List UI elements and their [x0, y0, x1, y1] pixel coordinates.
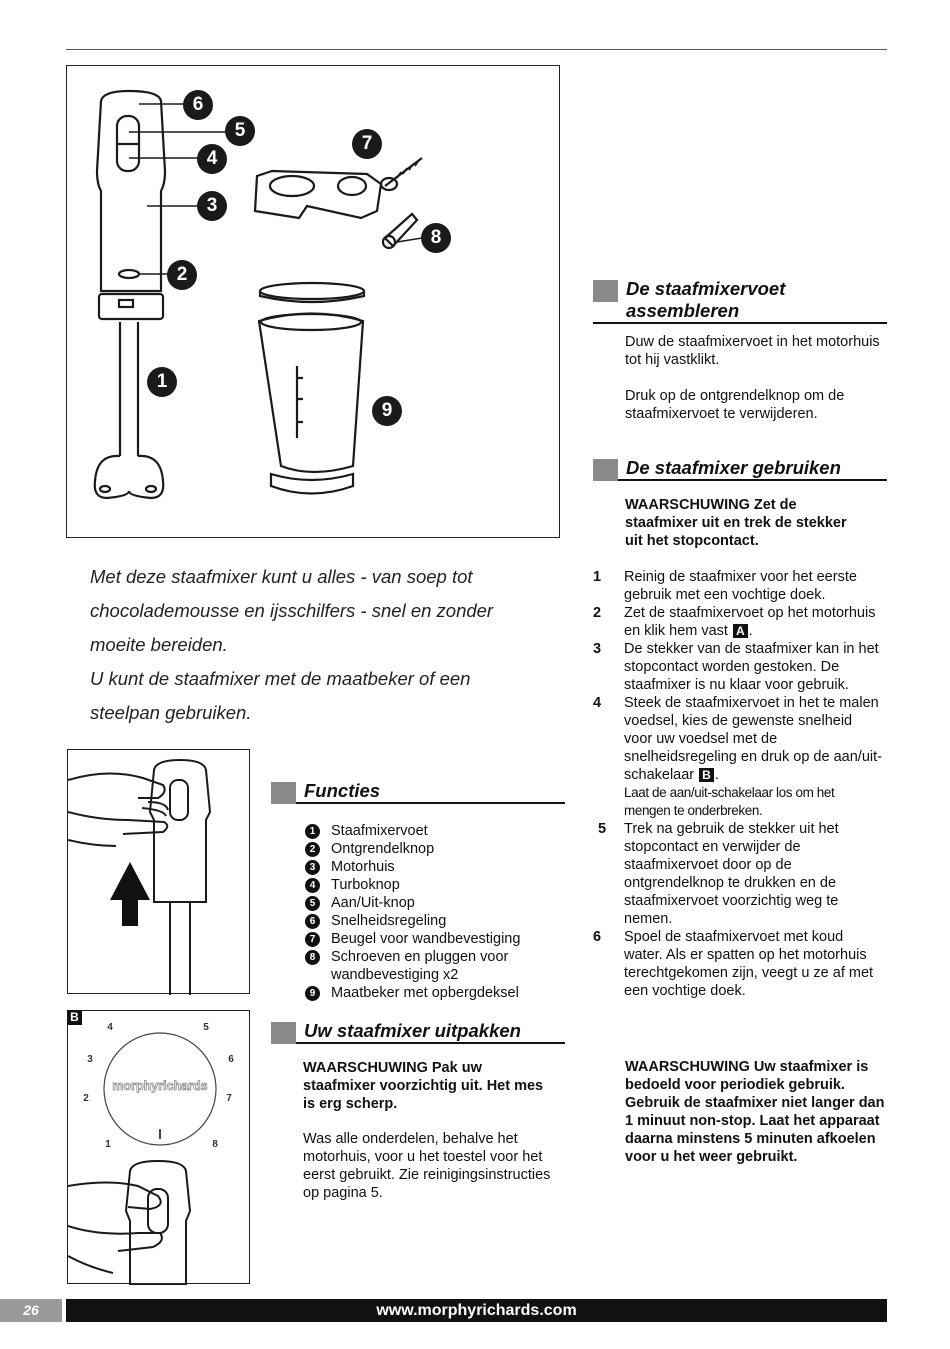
up-arrow	[110, 862, 150, 926]
callout-5: 5	[225, 116, 255, 146]
intro-line: Met deze staafmixer kunt u alles - van soep tot	[90, 566, 473, 587]
list-item: 1 Reinig de staafmixer voor het eerste gebruik met een vochtige doek.	[593, 569, 857, 603]
intro-text	[90, 560, 560, 730]
section-marker	[593, 459, 618, 481]
section-header-assembleren	[593, 278, 887, 324]
page-number: 26	[0, 1299, 62, 1322]
section-title: Functies	[304, 780, 381, 801]
lid-shape	[260, 283, 364, 299]
gebruiken-warning-2: WAARSCHUWING Uw staafmixer is bedoeld voor periodiek gebruik. Gebruik de staafmixer niet langer dan 1 minuut non-stop. Laat het apparaat daarna minstens 5 minuten afkoelen voor u het weer gebruikt.	[625, 1059, 885, 1165]
step-note: Laat de aan/uit-schakelaar los om het mengen te onderbreken.	[624, 785, 835, 818]
callout-3: 3	[197, 191, 227, 221]
callout-4: 4	[197, 144, 227, 174]
reference-badge: A	[733, 624, 748, 638]
footer-website[interactable]: www.morphyrichards.com	[66, 1299, 887, 1322]
figure-label-b: B	[67, 1010, 82, 1025]
motor-body-shape	[97, 91, 165, 291]
dial-number: 1	[105, 1139, 111, 1150]
section-title: De staafmixervoet assembleren	[626, 278, 786, 321]
section-title: De staafmixer gebruiken	[626, 457, 841, 478]
intro-line: chocolademousse en ijsschilfers - snel en zonder	[90, 600, 494, 621]
dial-number: 5	[203, 1022, 209, 1033]
intro-line: steelpan gebruiken.	[90, 702, 252, 723]
section-header-uitpakken	[271, 1020, 565, 1044]
wall-bracket-shape	[255, 171, 381, 218]
callout-2: 2	[167, 260, 197, 290]
callout-9: 9	[372, 396, 402, 426]
gebruiken-steps	[593, 568, 883, 1000]
list-item: 6 Snelheidsregeling	[303, 912, 565, 930]
functies-list	[303, 822, 565, 1002]
list-item: 2 Zet de staafmixervoet op het motorhuis en klik hem vast A .	[593, 605, 876, 639]
list-item: 5 Aan/Uit-knop	[303, 894, 565, 912]
uitpakken-body: Was alle onderdelen, behalve het motorhuis, voor u het toestel voor het eerst gebruikt. Zie reinigingsinstructies op pagina 5.	[303, 1131, 551, 1201]
dial-number: 7	[226, 1093, 232, 1104]
list-item: 8 Schroeven en pluggen voor wandbevestiging x2	[303, 948, 565, 984]
intro-line: moeite bereiden.	[90, 634, 228, 655]
top-rule	[66, 49, 887, 50]
list-item: 4 Steek de staafmixervoet in het te malen voedsel, kies de gewenste snelheid voor uw voedsel met de snelheidsregeling en druk op de aan/uit-schakelaar B . Laat de aan/uit-schakelaar los om het mengen te onderbreken.	[593, 695, 882, 818]
dial-number: 6	[228, 1054, 234, 1065]
gebruiken-warning-1: WAARSCHUWING Zet de staafmixer uit en trek de stekker uit het stopcontact.	[625, 497, 847, 549]
speed-dial-brand: morphyrichards	[112, 1079, 208, 1093]
section-marker	[271, 782, 296, 804]
section-marker	[593, 280, 618, 302]
list-item: 9 Maatbeker met opbergdeksel	[303, 984, 565, 1002]
dial-number: 2	[83, 1093, 89, 1104]
figure-a-assemble	[67, 749, 250, 994]
list-item: 7 Beugel voor wandbevestiging	[303, 930, 565, 948]
intro-line: U kunt de staafmixer met de maatbeker of een	[90, 668, 471, 689]
reference-badge: B	[699, 768, 714, 782]
parts-figure	[66, 65, 560, 538]
list-item: 6 Spoel de staafmixervoet met koud water. Als er spatten op het motorhuis terechtgekomen zijn, veegt u ze af met een vochtige doek.	[593, 929, 874, 999]
callout-6: 6	[183, 90, 213, 120]
section-header-gebruiken	[593, 457, 887, 481]
section-marker	[271, 1022, 296, 1044]
list-item: 1 Staafmixervoet	[303, 822, 565, 840]
dial-number: 3	[87, 1054, 93, 1065]
parts-illustration	[67, 66, 561, 539]
assembleren-p2: Druk op de ontgrendelknop om de staafmixervoet te verwijderen.	[625, 388, 845, 422]
dial-number: 4	[107, 1022, 113, 1033]
speed-dial-illustration	[68, 1011, 251, 1285]
callout-1: 1	[147, 367, 177, 397]
callout-7: 7	[352, 129, 382, 159]
list-item: 2 Ontgrendelknop	[303, 840, 565, 858]
dial-number: 8	[212, 1139, 218, 1150]
callout-8: 8	[421, 223, 451, 253]
beaker-shape	[259, 314, 363, 473]
list-item: 4 Turboknop	[303, 876, 565, 894]
section-title: Uw staafmixer uitpakken	[304, 1020, 521, 1041]
figure-b-speed-dial	[67, 1010, 250, 1284]
assemble-illustration	[68, 750, 251, 995]
assembleren-p1: Duw de staafmixervoet in het motorhuis tot hij vastklikt.	[625, 334, 880, 368]
list-item: 5 Trek na gebruik de stekker uit het stopcontact en verwijder de staafmixervoet door op de ontgrendelknop te drukken en de staafmixervoet voorzichtig weg te nemen.	[598, 821, 839, 927]
uitpakken-warning: WAARSCHUWING Pak uw staafmixer voorzichtig uit. Het mes is erg scherp.	[303, 1060, 544, 1112]
section-header-functies	[271, 780, 565, 804]
list-item: 3 De stekker van de staafmixer kan in het stopcontact worden gestoken. De staafmixer is nu klaar voor gebruik.	[593, 641, 879, 693]
list-item: 3 Motorhuis	[303, 858, 565, 876]
